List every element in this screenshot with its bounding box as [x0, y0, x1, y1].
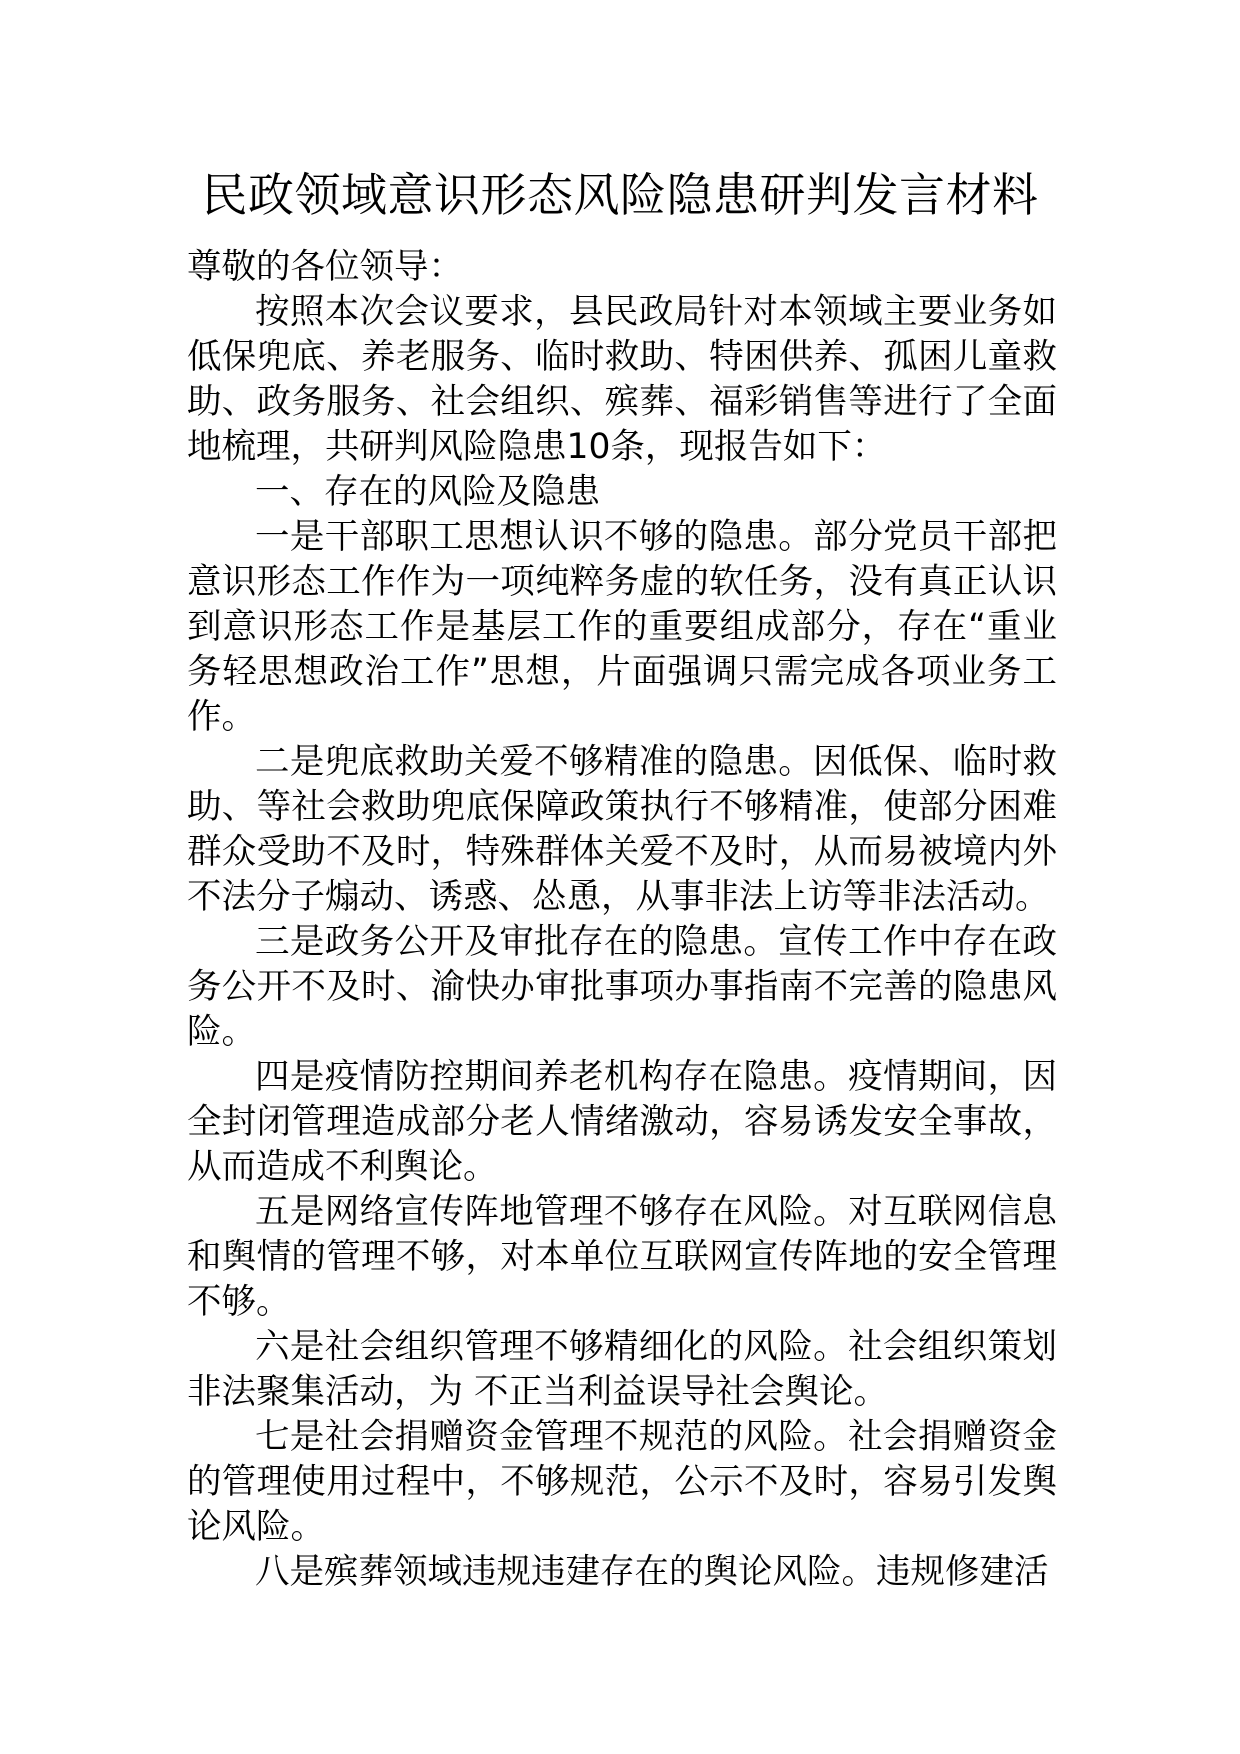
- paragraph-item-4: 四是疫情防控期间养老机构存在隐患。疫情期间，因全封闭管理造成部分老人情绪激动，容易诱发安全事故，从而造成不利舆论。: [187, 1057, 1057, 1187]
- document-body: [187, 245, 1057, 1595]
- paragraph-item-7: 七是社会捐赠资金管理不规范的风险。社会捐赠资金的管理使用过程中，不够规范，公示不及时，容易引发舆论风险。: [187, 1417, 1057, 1547]
- section-heading: 一、存在的风险及隐患: [255, 472, 600, 512]
- paragraph-intro: 按照本次会议要求，县民政局针对本领域主要业务如低保兜底、养老服务、临时救助、特困供养、孤困儿童救助、政务服务、社会组织、殡葬、福彩销售等进行了全面地梳理，共研判风险隐患10条，现报告如下：: [187, 292, 1057, 467]
- paragraph-item-5: 五是网络宣传阵地管理不够存在风险。对互联网信息和舆情的管理不够，对本单位互联网宣传阵地的安全管理不够。: [187, 1192, 1057, 1322]
- salutation: 尊敬的各位领导：: [187, 247, 463, 287]
- paragraph-item-1: 一是干部职工思想认识不够的隐患。部分党员干部把意识形态工作作为一项纯粹务虚的软任务，没有真正认识到意识形态工作是基层工作的重要组成部分，存在“重业务轻思想政治工作”思想，片面强调只需完成各项业务工作。: [187, 517, 1057, 737]
- document-title: 民政领域意识形态风险隐患研判发言材料: [201, 168, 1039, 222]
- paragraph-item-8: 八是殡葬领域违规违建存在的舆论风险。违规修建活: [255, 1552, 1049, 1592]
- paragraph-item-3: 三是政务公开及审批存在的隐患。宣传工作中存在政务公开不及时、渝快办审批事项办事指南不完善的隐患风险。: [187, 922, 1057, 1052]
- paragraph-item-2: 二是兜底救助关爱不够精准的隐患。因低保、临时救助、等社会救助兜底保障政策执行不够精准，使部分困难群众受助不及时，特殊群体关爱不及时，从而易被境内外不法分子煽动、诱惑、怂恿，从事非法上访等非法活动。: [187, 742, 1057, 917]
- paragraph-item-6: 六是社会组织管理不够精细化的风险。社会组织策划非法聚集活动，为 不正当利益误导社会舆论。: [187, 1327, 1057, 1412]
